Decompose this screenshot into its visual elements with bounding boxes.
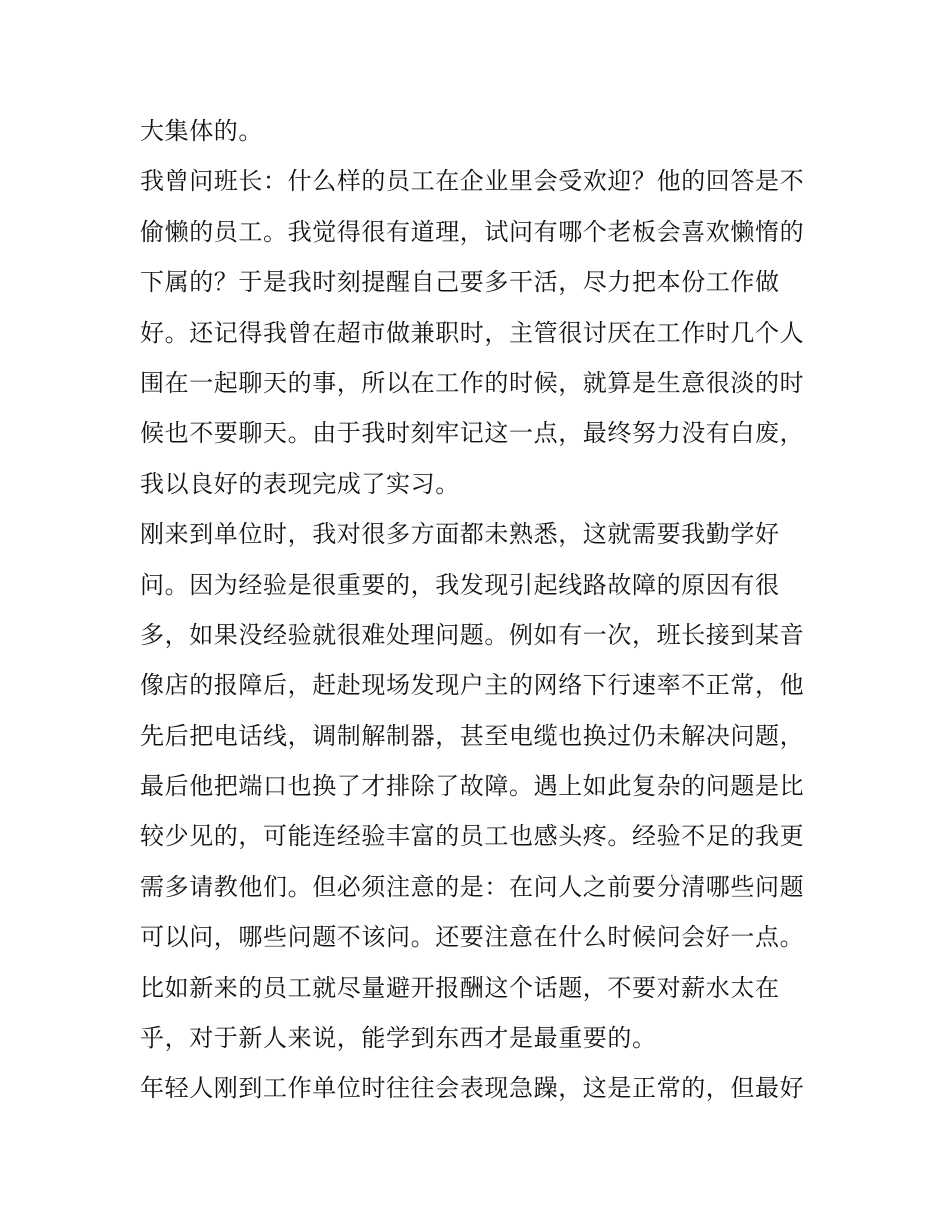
text-line: 乎，对于新人来说，能学到东西才是最重要的。 — [140, 1024, 657, 1053]
text-line: 需多请教他们。但必须注意的是：在问人之前要分清哪些问题 — [140, 872, 805, 901]
text-line: 我曾问班长：什么样的员工在企业里会受欢迎？他的回答是不 — [140, 167, 805, 196]
text-line: 可以问，哪些问题不该问。还要注意在什么时候问会好一点。 — [140, 923, 805, 952]
text-line: 多，如果没经验就很难处理问题。例如有一次，班长接到某音 — [140, 620, 805, 649]
text-line: 年轻人刚到工作单位时往往会表现急躁，这是正常的，但最好 — [140, 1074, 805, 1103]
text-line: 比如新来的员工就尽量避开报酬这个话题，不要对薪水太在 — [140, 973, 780, 1002]
text-line: 我以良好的表现完成了实习。 — [140, 469, 460, 498]
body-text — [140, 106, 820, 1114]
text-line: 大集体的。 — [140, 117, 263, 145]
text-line: 候也不要聊天。由于我时刻牢记这一点，最终努力没有白废， — [140, 419, 805, 448]
text-line: 先后把电话线，调制解制器，甚至电缆也换过仍未解决问题， — [140, 721, 805, 750]
text-line: 下属的？于是我时刻提醒自己要多干活，尽力把本份工作做 — [140, 268, 780, 297]
text-line: 最后他把端口也换了才排除了故障。遇上如此复杂的问题是比 — [140, 772, 805, 801]
text-line: 围在一起聊天的事，所以在工作的时候，就算是生意很淡的时 — [140, 368, 805, 397]
text-line: 像店的报障后，赶赴现场发现户主的网络下行速率不正常，他 — [140, 671, 805, 700]
text-line: 好。还记得我曾在超市做兼职时，主管很讨厌在工作时几个人 — [140, 318, 805, 347]
text-line: 偷懒的员工。我觉得很有道理，试问有哪个老板会喜欢懒惰的 — [140, 217, 805, 246]
text-line: 问。因为经验是很重要的，我发现引起线路故障的原因有很 — [140, 570, 780, 599]
text-line: 刚来到单位时，我对很多方面都未熟悉，这就需要我勤学好 — [140, 520, 780, 549]
text-line: 较少见的，可能连经验丰富的员工也感头疼。经验不足的我更 — [140, 822, 805, 851]
